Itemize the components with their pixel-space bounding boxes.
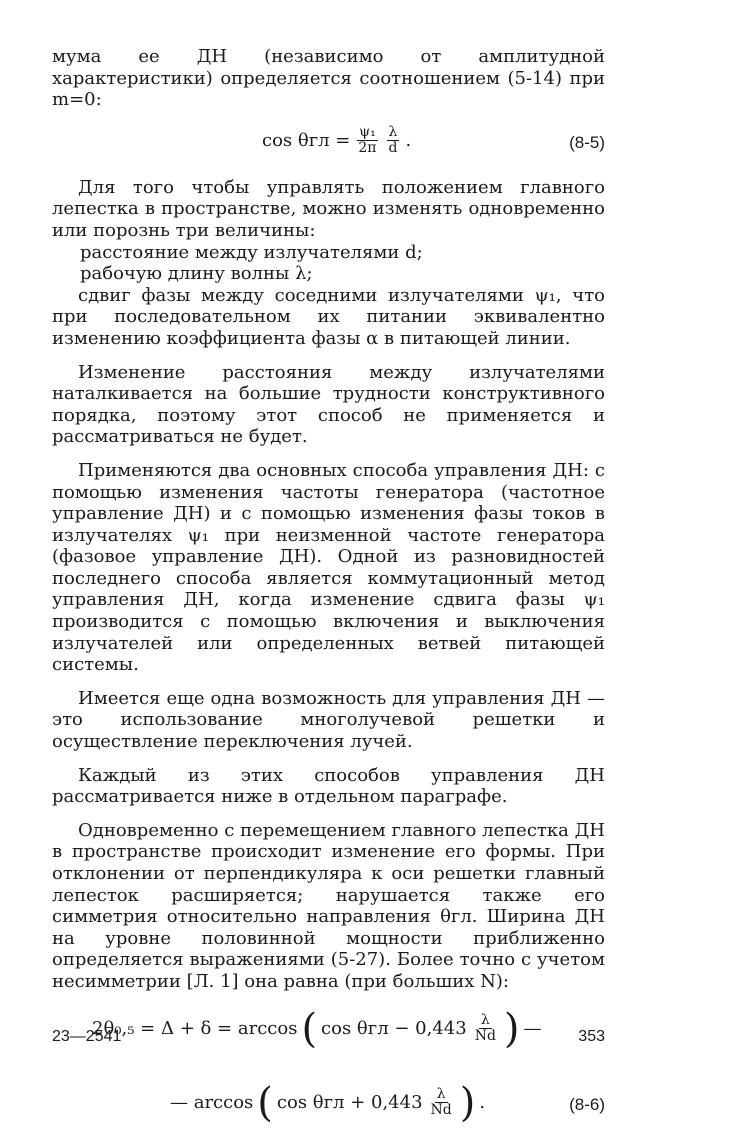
paragraph-lobe-shape: Одновременно с перемещением главного лепестка ДН в пространстве происходит изменение его формы. При отклонении от перпендикуляра к оси решетки главный лепесток расширяется; нарушается также его симметрия относительно направления θгл. Ширина ДН на уровне половинной мощности приближенно определяется выражениями (5-27). Более точно с учетом несимметрии [Л. 1] она равна (при больших N): [52,819,605,992]
eq85-number: (8-5) [569,132,605,152]
eq86-l1-b: cos θгл − 0,443 [321,1018,467,1040]
eq86-open-paren-1: ( [301,1005,318,1052]
eq86-l1-a: 2θ₀,₅ = Δ + δ = arccos [92,1018,298,1040]
eq86-frac2-den: Nd [430,1102,452,1119]
signature-mark: 23—2541 [52,1028,122,1045]
paragraph-each-method: Каждый из этих способов управления ДН рассматривается ниже в отдельном параграфе. [52,764,605,808]
list-item-wavelength: рабочую длину волны λ; [80,263,313,285]
eq86-fraction-2 [429,1087,454,1118]
paragraph-intro: мума ее ДН (независимо от амплитудной характеристики) определяется соотношением (5-14) при m=0: [52,46,605,111]
eq86-l2-b: cos θгл + 0,443 [276,1092,423,1114]
list-item-distance: расстояние между излучателями d; [80,241,423,263]
eq86-l2-a: — arccos [170,1092,254,1114]
equation-8-6 [52,1003,605,1143]
paragraph-distance-change: Изменение расстояния между излучателями наталкивается на большие трудности конструктивного порядка, поэтому этот способ не применяется и рассматриваться не будет. [52,361,605,448]
equation-8-5 [52,119,605,165]
eq86-number: (8-6) [569,1094,605,1114]
eq86-line-2 [170,1079,486,1126]
eq86-close-paren-2: ) [459,1079,476,1126]
eq85-f2-den: d [388,139,398,156]
eq86-l2-end: . [479,1092,486,1114]
paragraph-control-quantities: Для того чтобы управлять положением главного лепестка в пространстве, можно изменять одновременно или порознь три величины: [52,176,605,241]
eq86-frac1-den: Nd [474,1028,496,1045]
eq85-fraction-lambda [387,125,400,156]
eq85-tail: . [405,129,412,151]
paragraph-multibeam: Имеется еще одна возможность для управления ДН — это использование многолучевой решетки и осуществление переключения лучей. [52,687,605,753]
eq85-lhs: cos θгл = [262,129,351,151]
eq86-close-paren-1: ) [503,1005,520,1052]
list-item-phase-shift: сдвиг фазы между соседними излучателями ψ₁, что при последовательном их питании эквивалентно изменению коэффициента фазы α в питающей линии. [52,284,605,349]
eq85-f1-num: ψ₁ [359,123,376,140]
paragraph-two-methods: Применяются два основных способа управления ДН: с помощью изменения частоты генератора (частотное управление ДН) и с помощью изменения фазы токов в излучателях ψ₁ при неизменной частоте генератора (фазовое управление ДН). Одной из разновидностей последнего способа является коммутационный метод управления ДН, когда изменение сдвига фазы ψ₁ производится с помощью включения и выключения излучателей или определенных ветвей питающей системы. [52,459,605,676]
page-footer [52,1028,605,1046]
eq86-frac1-num: λ [480,1012,490,1029]
eq85-f2-num: λ [388,123,398,140]
eq85-fraction-psi [356,125,378,156]
eq86-l1-end: — [523,1018,542,1040]
eq86-frac2-num: λ [436,1086,446,1103]
eq85-f1-den: 2π [358,139,377,156]
eq86-open-paren-2: ( [257,1079,273,1126]
page-number: 353 [578,1028,605,1045]
